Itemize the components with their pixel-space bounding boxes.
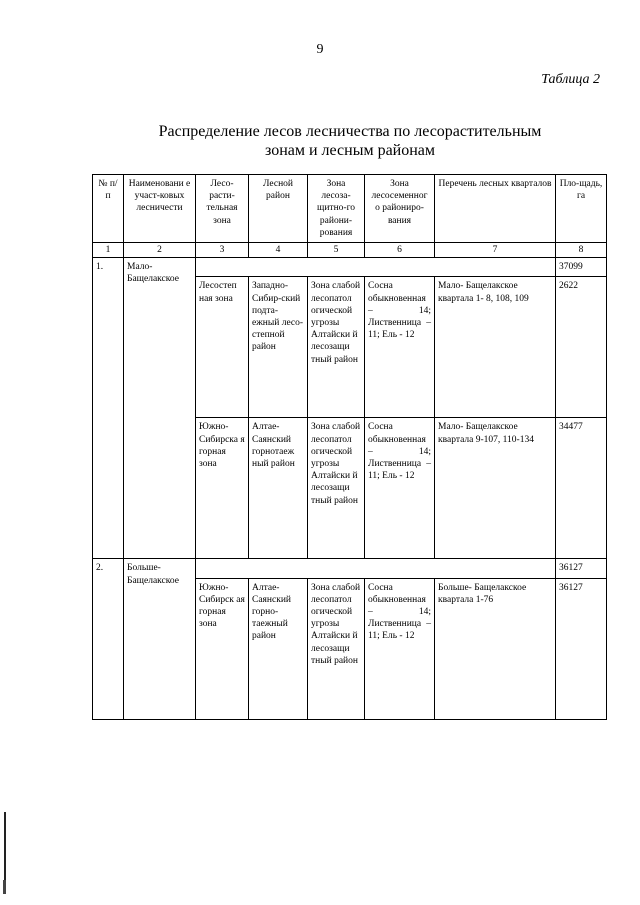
forest-district: Алтае-Саянский горнотаеж ный район (249, 418, 308, 559)
header-vegetation-zone: Лесо-расти-тельная зона (196, 175, 249, 243)
empty-cell (196, 559, 556, 578)
forest-district: Западно-Сибир-ский подта-ежный лесо-степной район (249, 277, 308, 418)
table-row (93, 559, 607, 578)
protection-zone: Зона слабой лесопатол огической угрозы Алтайски й лесозащи тный район (308, 277, 365, 418)
header-area: Пло-щадь, га (556, 175, 607, 243)
column-number: 1 (93, 243, 124, 258)
protection-zone: Зона слабой лесопатол огической угрозы Алтайски й лесозащи тный район (308, 578, 365, 719)
column-number: 5 (308, 243, 365, 258)
table-row (93, 258, 607, 277)
column-number: 3 (196, 243, 249, 258)
quarters-list: Больше- Бащелакское квартала 1-76 (435, 578, 556, 719)
column-number: 6 (365, 243, 435, 258)
forest-zones-table (92, 174, 607, 720)
forestry-name: Мало-Бащелакское (124, 258, 196, 559)
empty-cell (196, 258, 556, 277)
area-value: 36127 (556, 578, 607, 719)
column-number-row (93, 243, 607, 258)
column-number: 2 (124, 243, 196, 258)
page-number: 9 (316, 42, 324, 57)
column-number: 7 (435, 243, 556, 258)
vegetation-zone: Южно-Сибирска я горная зона (196, 418, 249, 559)
header-row (93, 175, 607, 243)
protection-zone: Зона слабой лесопатол огической угрозы Алтайски й лесозащи тный район (308, 418, 365, 559)
header-number: № п/п (93, 175, 124, 243)
forest-district: Алтае-Саянский горно-таежный район (249, 578, 308, 719)
row-number: 1. (93, 258, 124, 559)
quarters-list: Мало- Бащелакское квартала 1- 8, 108, 109 (435, 277, 556, 418)
seed-zone: Сосна обыкновенная – 14; Лиственница – 11; Ель - 12 (365, 578, 435, 719)
table-label: Таблица 2 (541, 72, 600, 87)
forestry-name: Больше-Бащелакское (124, 559, 196, 719)
header-protection-zone: Зона лесоза-щитно-го райони-рования (308, 175, 365, 243)
quarters-list: Мало- Бащелакское квартала 9-107, 110-134 (435, 418, 556, 559)
header-seed-zone: Зона лесосеменног о райониро-вания (365, 175, 435, 243)
document-title (120, 122, 580, 160)
header-forest-district: Лесной район (249, 175, 308, 243)
area-value: 2622 (556, 277, 607, 418)
title-line-1: Распределение лесов лесничества по лесорастительным (158, 123, 542, 140)
column-number: 4 (249, 243, 308, 258)
header-quarters: Перечень лесных кварталов (435, 175, 556, 243)
scan-edge-mark (3, 880, 6, 894)
column-number: 8 (556, 243, 607, 258)
seed-zone: Сосна обыкновенная – 14; Лиственница – 11; Ель - 12 (365, 418, 435, 559)
seed-zone: Сосна обыкновенная – 14; Лиственница – 11; Ель - 12 (365, 277, 435, 418)
total-area: 37099 (556, 258, 607, 277)
vegetation-zone: Южно-Сибирск ая горная зона (196, 578, 249, 719)
vegetation-zone: Лесостеп ная зона (196, 277, 249, 418)
area-value: 34477 (556, 418, 607, 559)
total-area: 36127 (556, 559, 607, 578)
title-line-2: зонам и лесным районам (264, 142, 436, 159)
header-forestry-name: Наименовани е участ-ковых лесничести (124, 175, 196, 243)
row-number: 2. (93, 559, 124, 719)
